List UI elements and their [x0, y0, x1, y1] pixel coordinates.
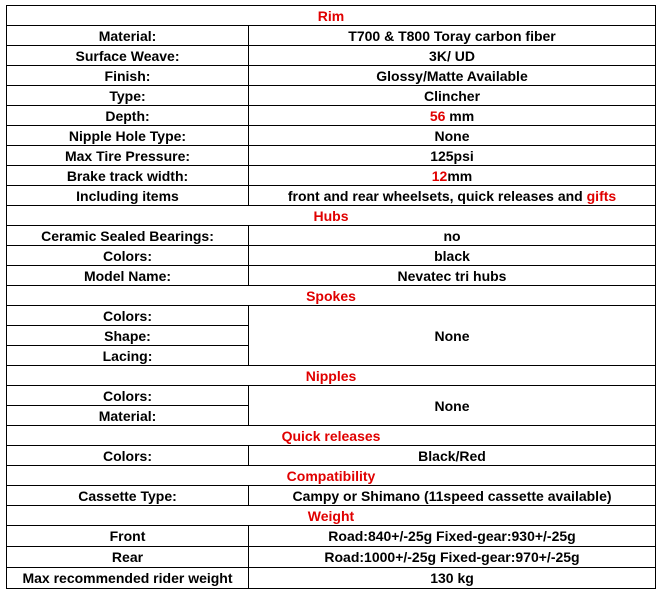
- section-row-quick-releases: [7, 426, 656, 446]
- spec-sheet: [6, 5, 656, 589]
- weave-value: 3K/ UD: [249, 46, 656, 66]
- finish-label: Finish:: [7, 66, 249, 86]
- weave-label: Surface Weave:: [7, 46, 249, 66]
- spec-row-front-weight: [7, 526, 656, 547]
- section-title-weight: Weight: [7, 506, 656, 526]
- spec-row-including: [7, 186, 656, 206]
- max-rider-weight-label: Max recommended rider weight: [7, 568, 249, 589]
- cassette-value: Campy or Shimano (11speed cassette available): [249, 486, 656, 506]
- pressure-value: 125psi: [249, 146, 656, 166]
- depth-number: 56: [429, 107, 446, 124]
- nipple-hole-value: None: [249, 126, 656, 146]
- spec-row-pressure: [7, 146, 656, 166]
- section-title-nipples: Nipples: [7, 366, 656, 386]
- pressure-label: Max Tire Pressure:: [7, 146, 249, 166]
- section-title-spokes: Spokes: [7, 286, 656, 306]
- max-rider-weight-value: 130 kg: [249, 568, 656, 589]
- nipples-value: None: [249, 386, 656, 426]
- section-row-spokes: [7, 286, 656, 306]
- cassette-label: Cassette Type:: [7, 486, 249, 506]
- spec-row-hub-colors: [7, 246, 656, 266]
- section-row-nipples: [7, 366, 656, 386]
- spec-row-max-rider-weight: [7, 568, 656, 589]
- depth-unit: mm: [445, 107, 475, 124]
- front-weight-value: Road:840+/-25g Fixed-gear:930+/-25g: [249, 526, 656, 547]
- section-row-rim: [7, 6, 656, 26]
- spec-row-nipple-colors: [7, 386, 656, 406]
- section-row-hubs: [7, 206, 656, 226]
- spec-row-type: [7, 86, 656, 106]
- including-text: front and rear wheelsets, quick releases and: [287, 187, 587, 204]
- spec-table: [6, 5, 656, 589]
- rear-weight-value: Road:1000+/-25g Fixed-gear:970+/-25g: [249, 547, 656, 568]
- section-title-hubs: Hubs: [7, 206, 656, 226]
- bearings-value: no: [249, 226, 656, 246]
- section-title-compatibility: Compatibility: [7, 466, 656, 486]
- brake-track-number: 12: [431, 167, 448, 184]
- section-title-quick-releases: Quick releases: [7, 426, 656, 446]
- spec-row-weave: [7, 46, 656, 66]
- spec-row-nipple-hole: [7, 126, 656, 146]
- section-row-compatibility: [7, 466, 656, 486]
- spec-row-spoke-colors: [7, 306, 656, 326]
- depth-value: [249, 106, 656, 126]
- bearings-label: Ceramic Sealed Bearings:: [7, 226, 249, 246]
- brake-track-unit: mm: [447, 167, 473, 184]
- nipple-colors-label: Colors:: [7, 386, 249, 406]
- depth-label: Depth:: [7, 106, 249, 126]
- hub-colors-label: Colors:: [7, 246, 249, 266]
- front-weight-label: Front: [7, 526, 249, 547]
- type-value: Clincher: [249, 86, 656, 106]
- qr-colors-value: Black/Red: [249, 446, 656, 466]
- including-value: [249, 186, 656, 206]
- spec-row-qr-colors: [7, 446, 656, 466]
- spec-row-depth: [7, 106, 656, 126]
- spokes-value: None: [249, 306, 656, 366]
- type-label: Type:: [7, 86, 249, 106]
- spec-row-finish: [7, 66, 656, 86]
- nipple-hole-label: Nipple Hole Type:: [7, 126, 249, 146]
- hub-colors-value: black: [249, 246, 656, 266]
- finish-value: Glossy/Matte Available: [249, 66, 656, 86]
- brake-track-label: Brake track width:: [7, 166, 249, 186]
- nipple-material-label: Material:: [7, 406, 249, 426]
- rear-weight-label: Rear: [7, 547, 249, 568]
- spec-row-brake-track: [7, 166, 656, 186]
- spec-row-material: [7, 26, 656, 46]
- including-label: Including items: [7, 186, 249, 206]
- spoke-colors-label: Colors:: [7, 306, 249, 326]
- spec-row-cassette: [7, 486, 656, 506]
- spoke-lacing-label: Lacing:: [7, 346, 249, 366]
- including-gifts: gifts: [586, 187, 617, 204]
- brake-track-value: [249, 166, 656, 186]
- spec-row-rear-weight: [7, 547, 656, 568]
- model-label: Model Name:: [7, 266, 249, 286]
- spec-row-model: [7, 266, 656, 286]
- section-title-rim: Rim: [7, 6, 656, 26]
- material-value: T700 & T800 Toray carbon fiber: [249, 26, 656, 46]
- model-value: Nevatec tri hubs: [249, 266, 656, 286]
- section-row-weight: [7, 506, 656, 526]
- material-label: Material:: [7, 26, 249, 46]
- spec-row-bearings: [7, 226, 656, 246]
- qr-colors-label: Colors:: [7, 446, 249, 466]
- spoke-shape-label: Shape:: [7, 326, 249, 346]
